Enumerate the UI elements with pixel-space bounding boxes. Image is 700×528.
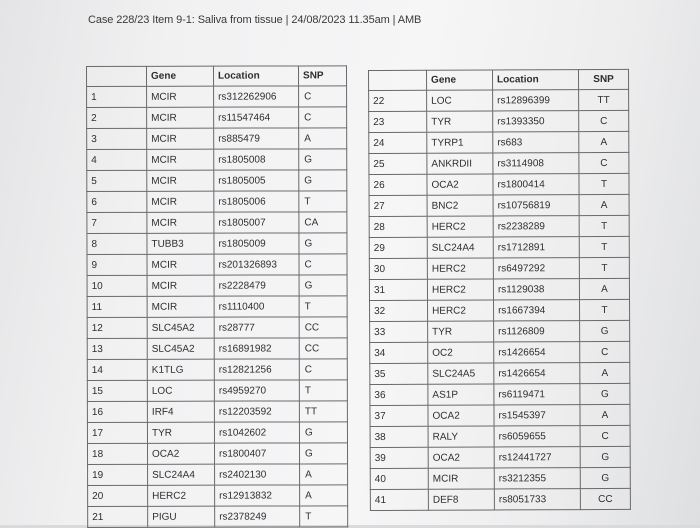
row-number: 20 bbox=[88, 485, 148, 506]
row-number: 22 bbox=[369, 90, 427, 111]
snp-cell: C bbox=[299, 86, 347, 107]
location-cell: rs1126809 bbox=[494, 321, 580, 342]
row-number: 34 bbox=[370, 342, 428, 363]
location-cell: rs6497292 bbox=[493, 258, 579, 279]
location-cell: rs11547464 bbox=[214, 107, 299, 128]
location-cell: rs10756819 bbox=[493, 195, 579, 216]
snp-cell: T bbox=[300, 506, 348, 527]
snp-cell: C bbox=[580, 341, 630, 362]
gene-cell: DEF8 bbox=[428, 489, 494, 510]
gene-cell: SLC45A2 bbox=[147, 317, 214, 338]
row-number: 35 bbox=[370, 363, 428, 384]
row-number: 32 bbox=[370, 300, 428, 321]
gene-cell: TYR bbox=[428, 321, 494, 342]
location-cell: rs1042602 bbox=[214, 422, 299, 443]
gene-cell: MCIR bbox=[147, 191, 214, 212]
table-row bbox=[87, 380, 347, 402]
location-cell: rs12913832 bbox=[215, 485, 300, 506]
gene-cell: ANKRDII bbox=[427, 153, 493, 174]
row-number: 12 bbox=[87, 317, 147, 338]
index-header bbox=[369, 70, 427, 90]
location-cell: rs1712891 bbox=[493, 237, 579, 258]
location-cell: rs12441727 bbox=[494, 447, 580, 468]
row-number: 9 bbox=[87, 254, 147, 275]
row-number: 36 bbox=[370, 384, 428, 405]
gene-cell: RALY bbox=[428, 426, 494, 447]
row-number: 31 bbox=[369, 279, 427, 300]
row-number: 13 bbox=[87, 338, 147, 359]
row-number: 41 bbox=[370, 489, 428, 510]
gene-cell: TYR bbox=[427, 111, 493, 132]
gene-cell: SLC24A4 bbox=[427, 237, 493, 258]
row-number: 16 bbox=[87, 401, 147, 422]
gene-cell: TYRP1 bbox=[427, 132, 493, 153]
location-cell: rs1110400 bbox=[214, 296, 299, 317]
location-cell: rs16891982 bbox=[214, 338, 299, 359]
snp-cell: C bbox=[299, 107, 347, 128]
row-number: 39 bbox=[370, 447, 428, 468]
snp-cell: CC bbox=[580, 488, 630, 509]
snp-cell: A bbox=[580, 404, 630, 425]
location-cell: rs2402130 bbox=[215, 464, 300, 485]
row-number: 30 bbox=[369, 258, 427, 279]
table-row bbox=[370, 362, 630, 384]
row-number: 14 bbox=[87, 359, 147, 380]
gene-cell: K1TLG bbox=[147, 359, 214, 380]
row-number: 27 bbox=[369, 195, 427, 216]
table-row bbox=[87, 338, 347, 360]
table-row bbox=[369, 173, 629, 195]
table-row bbox=[370, 299, 630, 321]
snp-cell: C bbox=[580, 425, 630, 446]
location-cell: rs1805007 bbox=[214, 212, 299, 233]
snp-cell: A bbox=[300, 485, 348, 506]
gene-cell: HERC2 bbox=[148, 485, 215, 506]
table-row bbox=[87, 170, 347, 192]
table-row bbox=[369, 110, 629, 132]
table-row bbox=[370, 467, 630, 489]
table-row bbox=[87, 317, 347, 339]
gene-header: Gene bbox=[427, 70, 493, 90]
gene-cell: MCIR bbox=[147, 275, 214, 296]
row-number: 18 bbox=[87, 443, 147, 464]
snp-cell: TT bbox=[299, 401, 347, 422]
row-number: 26 bbox=[369, 174, 427, 195]
location-cell: rs1800414 bbox=[493, 174, 579, 195]
table-header-row bbox=[369, 69, 629, 90]
gene-cell: SLC24A5 bbox=[428, 363, 494, 384]
table-row bbox=[87, 128, 347, 150]
row-number: 19 bbox=[88, 464, 148, 485]
gene-cell: AS1P bbox=[428, 384, 494, 405]
gene-cell: MCIR bbox=[147, 107, 214, 128]
snp-cell: T bbox=[579, 236, 629, 257]
gene-cell: OCA2 bbox=[428, 405, 494, 426]
row-number: 24 bbox=[369, 132, 427, 153]
gene-cell: BNC2 bbox=[427, 195, 493, 216]
location-cell: rs3114908 bbox=[493, 153, 579, 174]
gene-cell: SLC24A4 bbox=[148, 464, 215, 485]
table-row bbox=[370, 341, 630, 363]
gene-cell: LOC bbox=[147, 380, 214, 401]
table-header-row bbox=[87, 66, 347, 87]
gene-header: Gene bbox=[147, 66, 214, 86]
index-header bbox=[87, 66, 147, 86]
gene-cell: MCIR bbox=[147, 254, 214, 275]
table-row bbox=[369, 278, 629, 300]
snp-cell: A bbox=[300, 464, 348, 485]
snp-cell: G bbox=[580, 383, 630, 404]
table-row bbox=[88, 485, 348, 507]
table-row bbox=[87, 359, 347, 381]
snp-cell: G bbox=[299, 443, 347, 464]
location-cell: rs3212355 bbox=[494, 468, 580, 489]
row-number: 3 bbox=[87, 128, 147, 149]
row-number: 23 bbox=[369, 111, 427, 132]
table-row bbox=[88, 464, 348, 486]
gene-cell: IRF4 bbox=[147, 401, 214, 422]
snp-cell: G bbox=[299, 422, 347, 443]
gene-cell: PIGU bbox=[148, 506, 215, 527]
snp-cell: G bbox=[580, 320, 630, 341]
snp-cell: G bbox=[299, 170, 347, 191]
location-header: Location bbox=[493, 70, 579, 90]
location-cell: rs4959270 bbox=[214, 380, 299, 401]
snp-cell: G bbox=[299, 275, 347, 296]
location-cell: rs1545397 bbox=[494, 405, 580, 426]
table-row bbox=[88, 506, 348, 528]
gene-cell: MCIR bbox=[147, 128, 214, 149]
row-number: 1 bbox=[87, 86, 147, 107]
gene-cell: OC2 bbox=[428, 342, 494, 363]
location-cell: rs6059655 bbox=[494, 426, 580, 447]
table-row bbox=[369, 131, 629, 153]
location-cell: rs12821256 bbox=[214, 359, 299, 380]
row-number: 21 bbox=[88, 506, 148, 527]
snp-cell: T bbox=[299, 296, 347, 317]
location-cell: rs1426654 bbox=[494, 363, 580, 384]
gene-cell: HERC2 bbox=[427, 279, 493, 300]
snp-cell: T bbox=[579, 173, 629, 194]
snp-cell: G bbox=[299, 149, 347, 170]
table-row bbox=[370, 404, 630, 426]
row-number: 33 bbox=[370, 321, 428, 342]
table-row bbox=[369, 215, 629, 237]
snp-cell: C bbox=[579, 110, 629, 131]
gene-cell: HERC2 bbox=[427, 216, 493, 237]
table-row bbox=[87, 191, 347, 213]
location-cell: rs1805005 bbox=[214, 170, 299, 191]
snp-cell: T bbox=[299, 380, 347, 401]
location-cell: rs1129038 bbox=[493, 279, 579, 300]
table-row bbox=[87, 443, 347, 465]
location-cell: rs1393350 bbox=[493, 111, 579, 132]
row-number: 7 bbox=[87, 212, 147, 233]
table-row bbox=[87, 296, 347, 318]
table-row bbox=[87, 86, 347, 108]
table-row bbox=[369, 236, 629, 258]
table-row bbox=[87, 149, 347, 171]
table-row bbox=[370, 320, 630, 342]
snp-cell: A bbox=[579, 131, 629, 152]
row-number: 6 bbox=[87, 191, 147, 212]
gene-cell: MCIR bbox=[147, 296, 214, 317]
location-cell: rs1667394 bbox=[494, 300, 580, 321]
snp-cell: CC bbox=[299, 338, 347, 359]
snp-table-left bbox=[86, 65, 348, 528]
location-header: Location bbox=[214, 66, 299, 86]
row-number: 38 bbox=[370, 426, 428, 447]
snp-cell: A bbox=[580, 362, 630, 383]
location-cell: rs1800407 bbox=[214, 443, 299, 464]
table-row bbox=[369, 257, 629, 279]
table-row bbox=[87, 233, 347, 255]
snp-cell: G bbox=[580, 446, 630, 467]
row-number: 28 bbox=[369, 216, 427, 237]
gene-cell: SLC45A2 bbox=[147, 338, 214, 359]
document-caption: Case 228/23 Item 9-1: Saliva from tissue | 24/08/2023 11.35am | AMB bbox=[88, 14, 422, 26]
snp-cell: CA bbox=[299, 212, 347, 233]
table-row bbox=[87, 107, 347, 129]
row-number: 15 bbox=[87, 380, 147, 401]
table-row bbox=[87, 212, 347, 234]
gene-cell: TYR bbox=[147, 422, 214, 443]
location-cell: rs201326893 bbox=[214, 254, 299, 275]
row-number: 29 bbox=[369, 237, 427, 258]
snp-cell: T bbox=[580, 299, 630, 320]
table-row bbox=[369, 89, 629, 111]
snp-cell: A bbox=[299, 128, 347, 149]
row-number: 17 bbox=[87, 422, 147, 443]
location-cell: rs6119471 bbox=[494, 384, 580, 405]
location-cell: rs12203592 bbox=[214, 401, 299, 422]
row-number: 8 bbox=[87, 233, 147, 254]
row-number: 25 bbox=[369, 153, 427, 174]
location-cell: rs312262906 bbox=[214, 86, 299, 107]
snp-header: SNP bbox=[579, 69, 629, 89]
gene-cell: MCIR bbox=[147, 86, 214, 107]
row-number: 11 bbox=[87, 296, 147, 317]
snp-cell: A bbox=[579, 194, 629, 215]
location-cell: rs12896399 bbox=[493, 90, 579, 111]
table-row bbox=[87, 275, 347, 297]
gene-cell: OCA2 bbox=[427, 174, 493, 195]
gene-cell: LOC bbox=[427, 90, 493, 111]
gene-cell: HERC2 bbox=[428, 300, 494, 321]
table-row bbox=[369, 152, 629, 174]
gene-cell: HERC2 bbox=[427, 258, 493, 279]
location-cell: rs1805009 bbox=[214, 233, 299, 254]
gene-cell: MCIR bbox=[147, 212, 214, 233]
snp-cell: CC bbox=[299, 317, 347, 338]
gene-cell: MCIR bbox=[147, 170, 214, 191]
table-row bbox=[87, 422, 347, 444]
snp-cell: TT bbox=[579, 89, 629, 110]
snp-cell: G bbox=[580, 467, 630, 488]
gene-cell: OCA2 bbox=[147, 443, 214, 464]
location-cell: rs28777 bbox=[214, 317, 299, 338]
table-row bbox=[370, 425, 630, 447]
location-cell: rs2378249 bbox=[215, 506, 300, 527]
snp-cell: A bbox=[579, 278, 629, 299]
gene-cell: MCIR bbox=[147, 149, 214, 170]
snp-cell: T bbox=[299, 191, 347, 212]
gene-cell: TUBB3 bbox=[147, 233, 214, 254]
row-number: 5 bbox=[87, 170, 147, 191]
snp-cell: C bbox=[299, 359, 347, 380]
gene-cell: MCIR bbox=[428, 468, 494, 489]
row-number: 40 bbox=[370, 468, 428, 489]
location-cell: rs885479 bbox=[214, 128, 299, 149]
snp-cell: C bbox=[579, 152, 629, 173]
snp-cell: T bbox=[579, 215, 629, 236]
table-row bbox=[370, 383, 630, 405]
snp-table-right bbox=[368, 69, 631, 511]
location-cell: rs1805008 bbox=[214, 149, 299, 170]
table-row bbox=[370, 446, 630, 468]
table-row bbox=[370, 488, 630, 510]
table-row bbox=[87, 254, 347, 276]
row-number: 37 bbox=[370, 405, 428, 426]
table-row bbox=[369, 194, 629, 216]
gene-cell: OCA2 bbox=[428, 447, 494, 468]
location-cell: rs2228479 bbox=[214, 275, 299, 296]
row-number: 4 bbox=[87, 149, 147, 170]
location-cell: rs1805006 bbox=[214, 191, 299, 212]
location-cell: rs683 bbox=[493, 132, 579, 153]
location-cell: rs1426654 bbox=[494, 342, 580, 363]
table-row bbox=[87, 401, 347, 423]
location-cell: rs8051733 bbox=[494, 489, 580, 510]
snp-cell: C bbox=[299, 254, 347, 275]
snp-header: SNP bbox=[299, 66, 347, 86]
snp-cell: G bbox=[299, 233, 347, 254]
row-number: 10 bbox=[87, 275, 147, 296]
location-cell: rs2238289 bbox=[493, 216, 579, 237]
snp-cell: T bbox=[579, 257, 629, 278]
row-number: 2 bbox=[87, 107, 147, 128]
